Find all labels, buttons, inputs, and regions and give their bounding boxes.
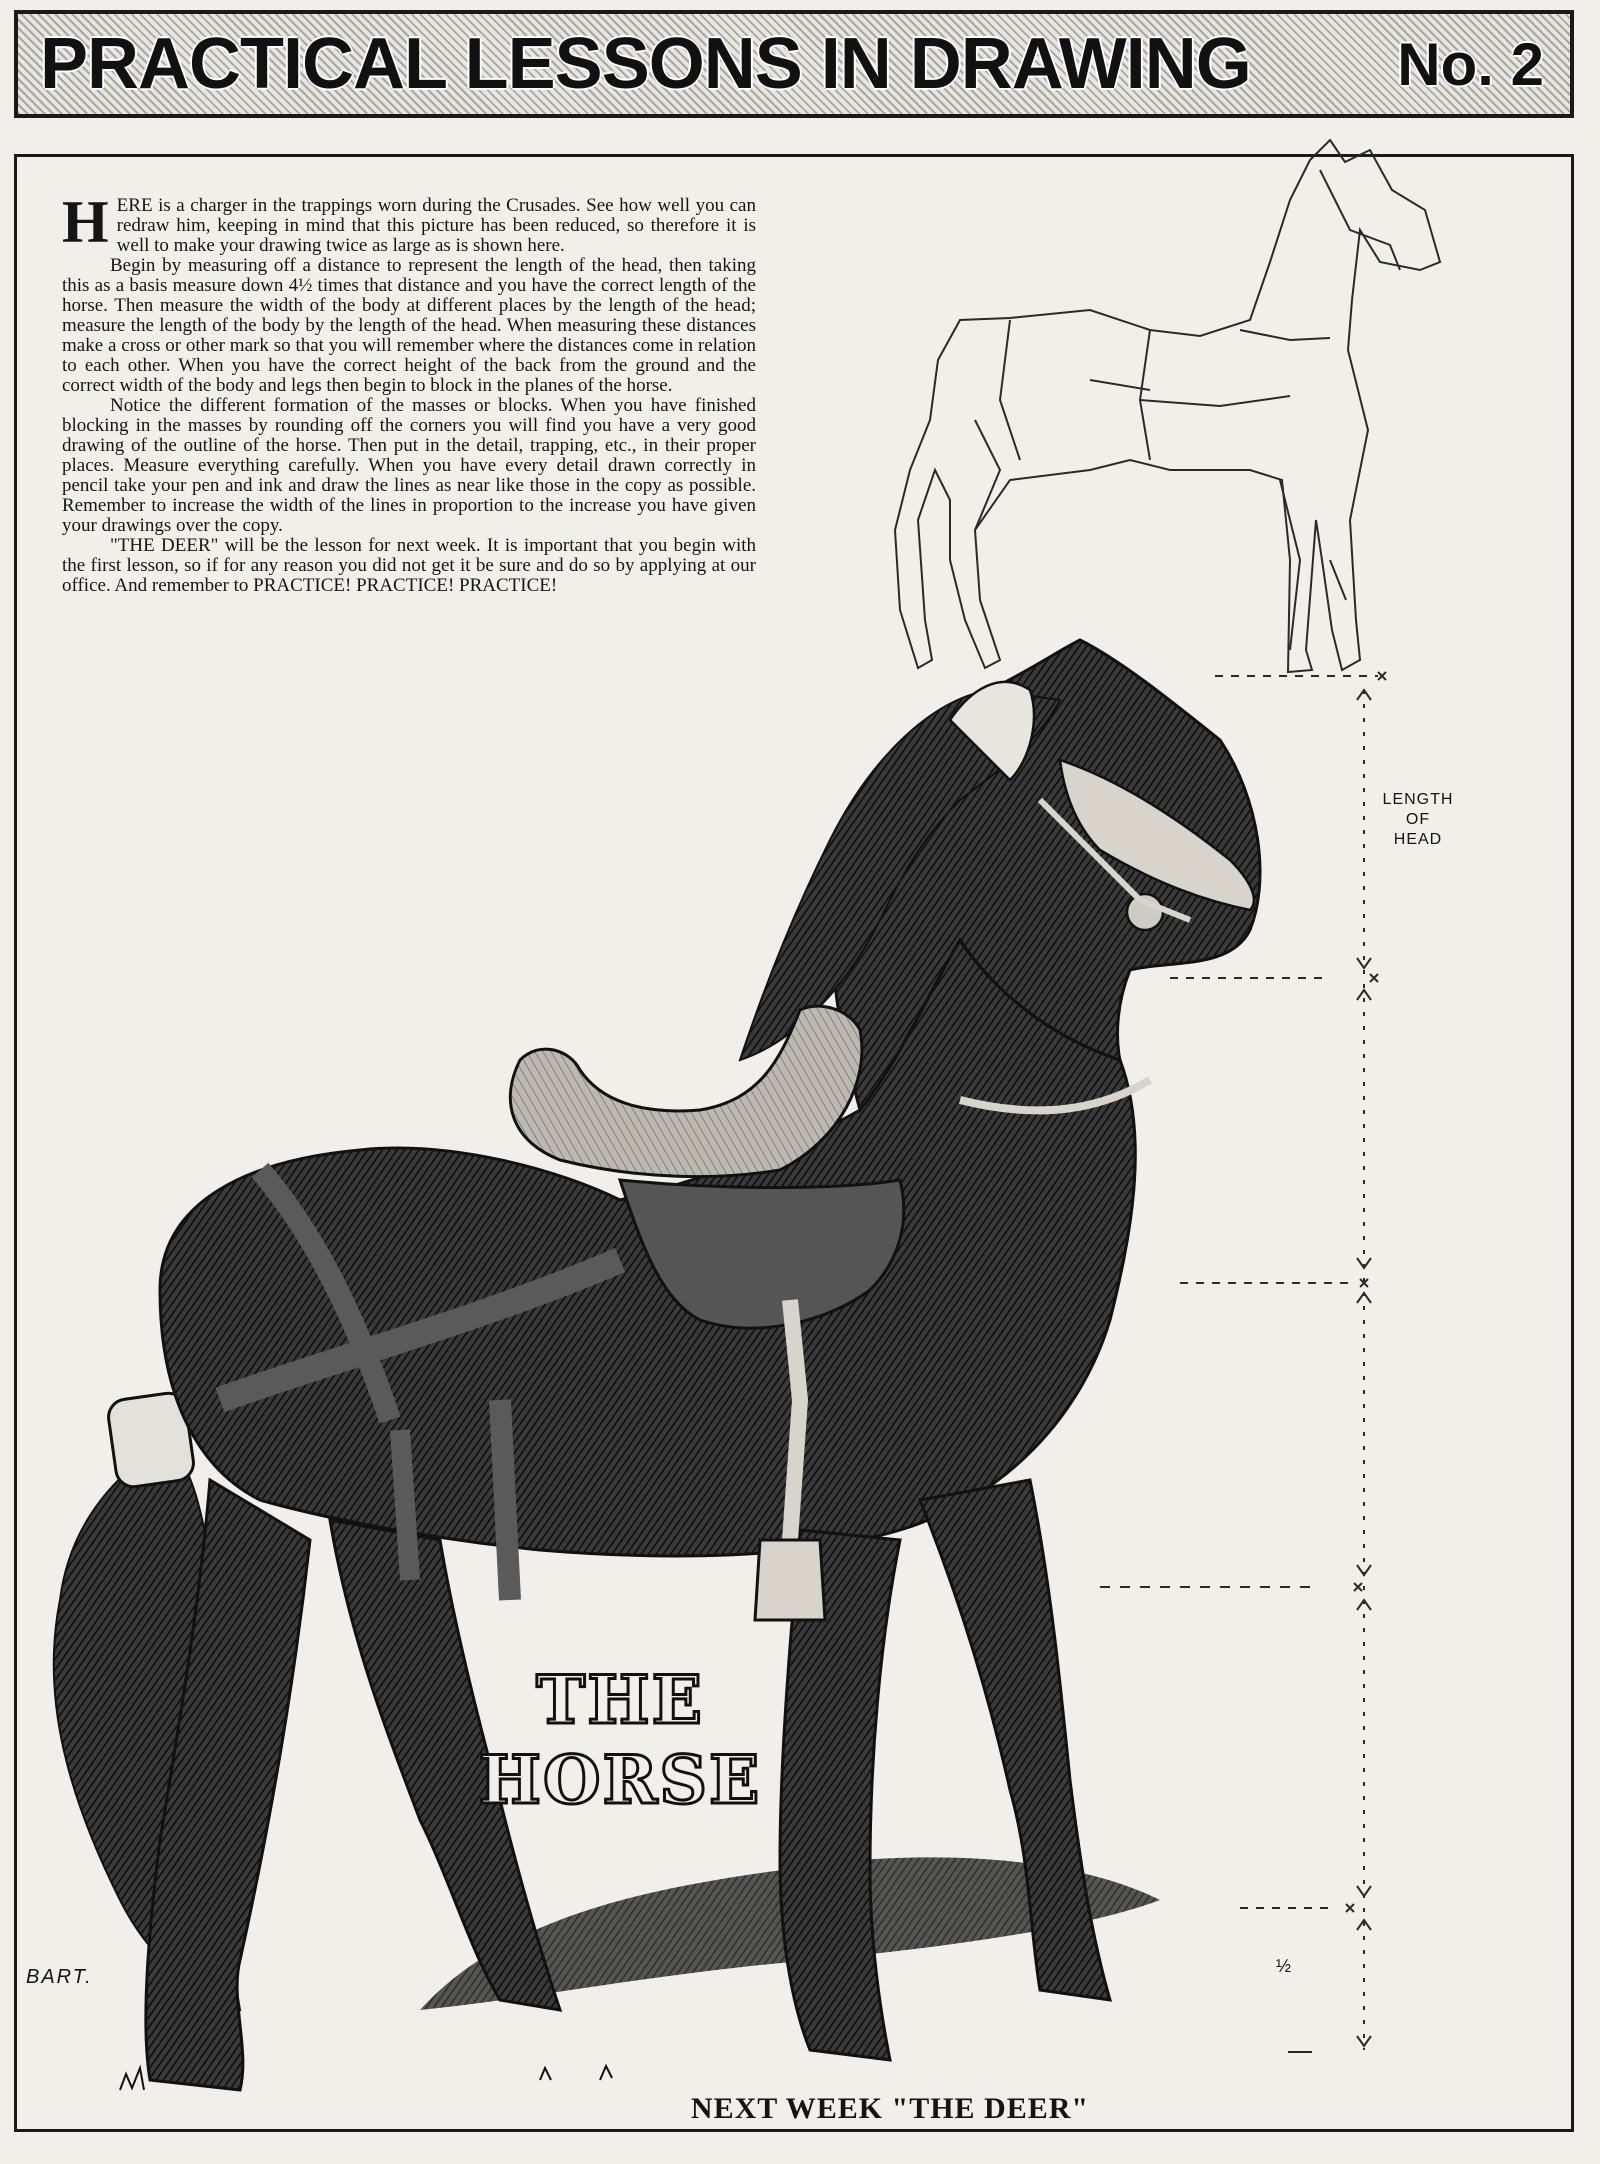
half-mark: ½ [1276,1956,1292,1976]
article-paragraph-4: "THE DEER" will be the lesson for next week. It is important that you begin with the first lesson, so if for any reason you did not get it be sure and do so by applying at our office. And remember to PRACTICE! PRACTICE! PRACTICE! [62,535,756,596]
stirrup-leather [790,1300,800,1540]
drop-cap: H [62,189,109,255]
stirrup [755,1540,825,1620]
artist-signature: BART. [26,1966,93,1988]
page-title: PRACTICAL LESSONS IN DRAWING [40,24,1251,104]
saddle-seat [510,1006,862,1176]
harness-strap-4 [400,1430,410,1580]
lesson-number: No. 2 [1397,30,1544,98]
length-of-head-label: LENGTH OF HEAD [1382,791,1454,848]
harness-strap-3 [500,1400,510,1600]
wireframe-horse [895,140,1440,672]
article-paragraph-1: HERE is a charger in the trappings worn during the Crusades. See how well you can redraw him, keeping in mind that this picture has been reduced, so therefore it is well to make your drawing twice as large as is shown here. [62,189,756,256]
article-paragraph-2: Begin by measuring off a distance to represent the length of the head, then taking this as a basis measure down 4½ times that distance and you have the correct length of the horse. Then measure the width of the body at different places by the length of the head; measure the length of the body by the length of the head. When measuring these distances make a cross or other mark so that you will remember where the distances come in relation to each other. When you have the correct height of the back from the ground and the correct width of the body and legs then begin to block in the planes of the horse. [62,255,756,396]
article-paragraph-3: Notice the different formation of the masses or blocks. When you have finished blocking in the masses by rounding off the corners you will find you have a very good drawing of the outline of the horse. Then put in the detail, trapping, etc., in their proper places. Measure everything carefully. When you have every detail drawn correctly in pencil take your pen and ink and draw the lines as near like those in the copy as possible. Remember to increase the width of the lines in proportion to the increase you have given your drawings over the copy. [62,395,756,536]
next-week-footer: NEXT WEEK "THE DEER" [690,2092,1090,2125]
horse-caption: THE HORSE [478,1661,762,1819]
